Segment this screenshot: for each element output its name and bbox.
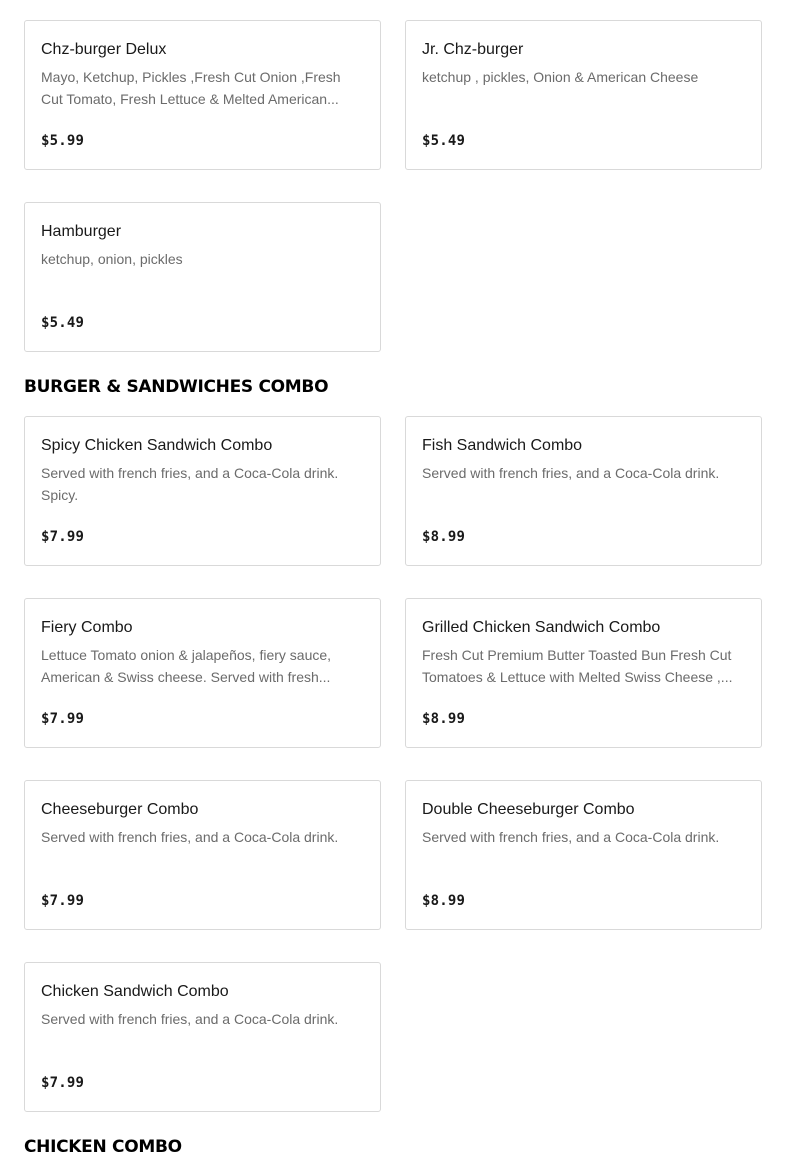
menu-item-card[interactable] [24,416,381,566]
menu-item-card[interactable] [24,202,381,352]
menu-item-card[interactable] [24,962,381,1112]
item-name: Chicken Sandwich Combo [41,983,229,1000]
item-description: ketchup, onion, pickles [41,251,183,267]
item-description: Served with french fries, and a Coca-Cola drink. [41,829,339,845]
item-name: Grilled Chicken Sandwich Combo [422,619,661,636]
item-description: Mayo, Ketchup, Pickles ,Fresh Cut Onion ,Fresh Cut Tomato, Fresh Lettuce & Melted American... [41,69,341,107]
menu-item-card[interactable] [405,416,762,566]
section-heading: CHICKEN COMBO [24,1137,182,1157]
item-name: Fish Sandwich Combo [422,437,583,454]
item-price: $7.99 [41,529,85,545]
item-description: Lettuce Tomato onion & jalapeños, fiery sauce, American & Swiss cheese. Served with fresh... [41,647,332,685]
item-description: Served with french fries, and a Coca-Cola drink. [422,465,720,481]
item-description: Fresh Cut Premium Butter Toasted Bun Fresh Cut Tomatoes & Lettuce with Melted Swiss Cheese ,... [422,647,733,685]
item-name: Spicy Chicken Sandwich Combo [41,437,273,454]
item-name: Cheeseburger Combo [41,801,199,818]
item-name: Chz-burger Delux [41,41,167,58]
item-description: Served with french fries, and a Coca-Cola drink. [422,829,720,845]
item-price: $8.99 [422,711,466,727]
item-price: $5.49 [41,315,85,331]
item-description: Served with french fries, and a Coca-Cola drink. [41,1011,339,1027]
item-description: Served with french fries, and a Coca-Cola drink. Spicy. [41,465,339,503]
menu-item-card[interactable] [405,598,762,748]
item-price: $5.99 [41,133,85,149]
item-description: ketchup , pickles, Onion & American Cheese [422,69,699,85]
item-name: Jr. Chz-burger [422,41,524,58]
menu-item-card[interactable] [405,780,762,930]
item-price: $7.99 [41,711,85,727]
item-name: Fiery Combo [41,619,133,636]
item-price: $8.99 [422,893,466,909]
menu-item-card[interactable] [24,20,381,170]
item-price: $8.99 [422,529,466,545]
menu-item-card[interactable] [405,20,762,170]
item-price: $5.49 [422,133,466,149]
item-price: $7.99 [41,893,85,909]
item-name: Double Cheeseburger Combo [422,801,635,818]
menu-item-card[interactable] [24,598,381,748]
menu-item-card[interactable] [24,780,381,930]
item-price: $7.99 [41,1075,85,1091]
item-name: Hamburger [41,223,122,240]
section-heading: BURGER & SANDWICHES COMBO [24,377,329,397]
